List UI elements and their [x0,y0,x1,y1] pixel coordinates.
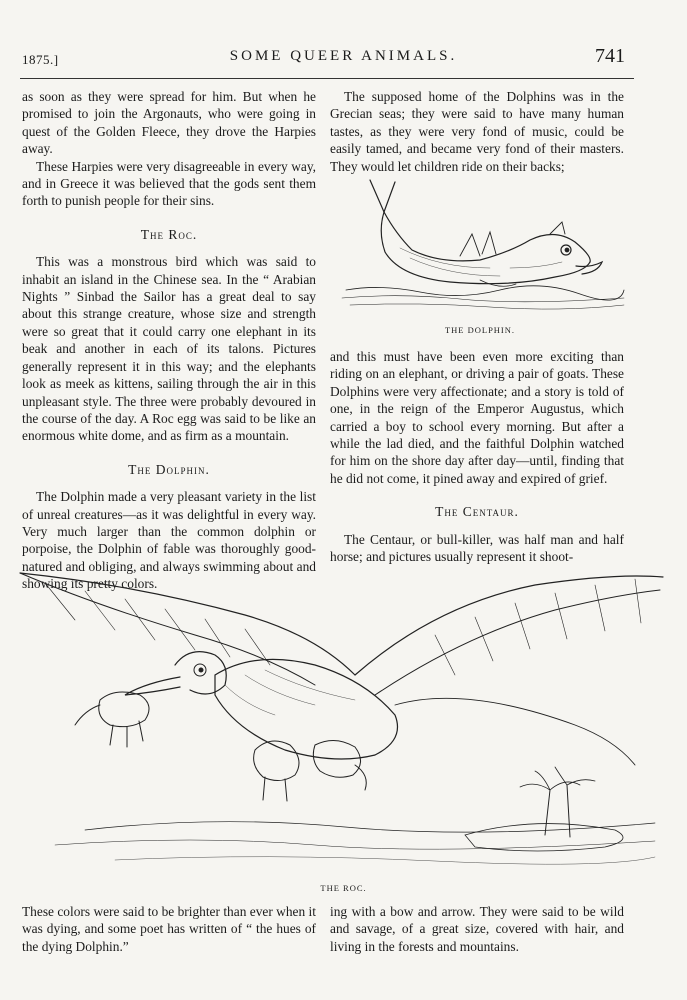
header-rule [20,78,634,79]
right-column-continued [330,348,624,565]
bottom-right-text [330,903,624,955]
dying-dolphin-paragraph: These colors were said to be brighter than ever when it was dying, and some poet has written of “ the hues of the dying Dolphin.” [22,904,316,954]
roc-illustration [15,565,665,880]
dolphin-story-paragraph: and this must have been even more exciting than riding on an elephant, or driving a pair of goats. These Dolphins were very affectionate; and a story is told of one, in the reign of the Emperor Augustus, which carried a boy to school every morning. But after a while the lad died, and the faithful Dolphin watched for him on the shore day after day—until, finding that he did not come, it pined away and expired of grief. [330,349,624,486]
centaur-paragraph: The Centaur, or bull-killer, was half man and half horse; and pictures usually represent it shoot- [330,531,624,565]
page-number: 741 [595,45,625,67]
dolphin-paragraph: The Dolphin made a very pleasant variety in the list of unreal creatures—as it was delightful in every way. Very much larger than the common dolphin or porpoise, the Dolphin of fable was thoroughly good-natured and obliging, and always swimming about and showing its pretty colors. [22,489,316,592]
roc-paragraph: This was a monstrous bird which was said to inhabit an island in the Chinese sea. In the “ Arabian Nights ” Sinbad the Sailor has a great deal to say about this strange creature, whose size and strength were so great that it could carry one elephant in its beak and another in each of its talons. Pictures generally represent it in this way; and the elephants look as meek as kittens, sailing through the air in this unpleasant style. The three were probably devoured in the course of the day. A Roc egg was said to be like an enormous white dome, and as firm as a mountain. [22,254,316,444]
bottom-left-text [22,903,316,955]
roc-caption: THE ROC. [320,883,367,893]
harpies-paragraph: These Harpies were very disagreeable in every way, and in Greece it was believed that the gods sent them forth to punish people for their sins. [22,158,316,209]
dolphin-home-paragraph: The supposed home of the Dolphins was in the Grecian seas; they were said to have many human tastes, as they were very fond of music, could be easily tamed, and became very fond of their masters. They would let children ride on their backs; [330,89,624,174]
harpies-continuation: as soon as they were spread for him. But when he promised to join the Argonauts, who were going in quest of the Golden Fleece, they drove the Harpies away. [22,89,316,157]
right-column-top [330,88,624,175]
centaur-heading: The Centaur. [435,504,519,520]
roc-heading: The Roc. [140,226,198,242]
left-column [22,88,316,593]
header-year: 1875.] [22,52,59,67]
dolphin-illustration [340,172,626,320]
running-title: SOME QUEER ANIMALS. [229,48,458,64]
centaur-continuation: ing with a bow and arrow. They were said to be wild and savage, of a great size, covered with hair, and living in the forests and mountains. [330,904,624,954]
dolphin-caption: THE DOLPHIN. [444,325,516,335]
dolphin-heading: The Dolphin. [128,461,210,477]
